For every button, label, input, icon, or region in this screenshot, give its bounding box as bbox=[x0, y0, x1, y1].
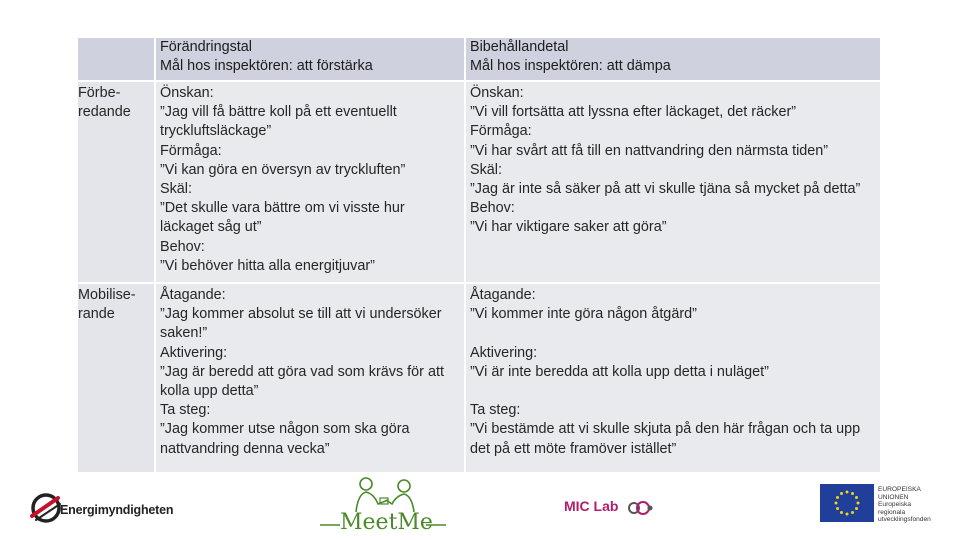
eu-logo bbox=[820, 484, 960, 524]
mic-lab-rings-icon bbox=[626, 498, 654, 518]
meetme-wordmark: MeetMe bbox=[340, 510, 433, 535]
row-label-mobilizing: Mobilise- rande bbox=[78, 284, 154, 472]
eu-flag-icon bbox=[820, 484, 874, 522]
mic-lab-logo bbox=[562, 496, 656, 520]
comparison-table bbox=[78, 38, 880, 468]
meetme-logo bbox=[318, 474, 448, 536]
header-corner-cell bbox=[78, 38, 154, 80]
row-label-preparatory: Förbe- redande bbox=[78, 82, 154, 282]
header-sustain-talk: Bibehållandetal Mål hos inspektören: att dämpa bbox=[466, 38, 880, 80]
energimyndigheten-logo bbox=[28, 488, 178, 528]
energimyndigheten-mark-icon bbox=[28, 490, 64, 526]
cell-mobilizing-change: Åtagande: ”Jag kommer absolut se till att vi undersöker saken!” Aktivering: ”Jag är beredd att göra vad som krävs för att kolla upp detta” Ta steg: ”Jag kommer utse någon som ska göra nattvandring denna vecka” bbox=[154, 284, 466, 472]
meetme-figures-icon bbox=[318, 474, 448, 514]
header-change-talk: Förändringstal Mål hos inspektören: att förstärka bbox=[154, 38, 466, 80]
energimyndigheten-wordmark: Energimyndigheten bbox=[60, 503, 174, 517]
mic-lab-wordmark: MIC Lab bbox=[564, 498, 619, 514]
cell-preparatory-change: Önskan: ”Jag vill få bättre koll på ett eventuellt tryckluftsläckage” Förmåga: ”Vi kan göra en översyn av tryckluften” Skäl: ”Det skulle vara bättre om vi visste hur läckaget såg ut” Behov: ”Vi behöver hitta alla energitjuvar” bbox=[154, 82, 466, 282]
cell-preparatory-sustain: Önskan: ”Vi vill fortsätta att lyssna efter läckaget, det räcker” Förmåga: ”Vi har svårt att få till en nattvandring den närmsta tiden” Skäl: ”Jag är inte så säker på att vi skulle tjäna så mycket på detta” Behov: ”Vi har viktigare saker att göra” bbox=[466, 82, 880, 282]
eu-text: EUROPEISKA UNIONEN Europeiska regionala utvecklingsfonden bbox=[878, 486, 931, 524]
cell-mobilizing-sustain: Åtagande: ”Vi kommer inte göra någon åtgärd” Aktivering: ”Vi är inte beredda att kolla upp detta i nuläget” Ta steg: ”Vi bestämde att vi skulle skjuta på den här frågan och ta upp det på ett möte framöver istället” bbox=[466, 284, 880, 472]
